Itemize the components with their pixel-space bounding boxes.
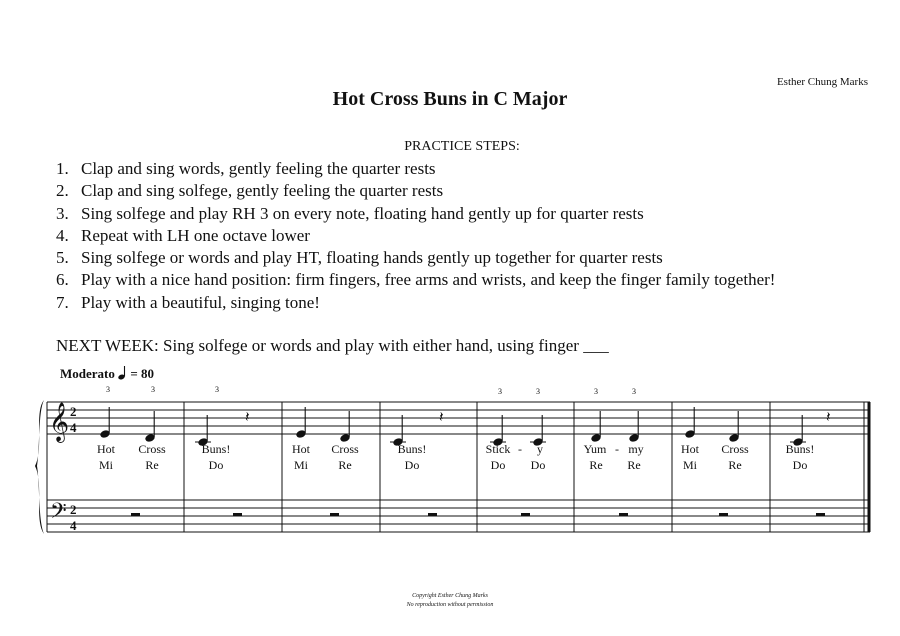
treble-staff	[47, 402, 870, 434]
step-number: 5.	[56, 248, 69, 268]
lyric-word: Hot	[681, 442, 699, 456]
lyric-word: Cross	[138, 442, 166, 456]
lyrics-solfege	[99, 458, 807, 472]
solfege-syllable: Do	[792, 458, 808, 472]
lyric-word: Stick	[485, 442, 511, 456]
step-text: Repeat with LH one octave lower	[81, 225, 310, 245]
time-sig-bottom: 4	[70, 420, 77, 435]
barlines	[184, 402, 869, 532]
tempo-bpm: = 80	[130, 366, 155, 381]
quarter-rests	[245, 408, 831, 426]
lyric-hyphen: -	[615, 442, 619, 456]
lyric-word: Cross	[331, 442, 359, 456]
step-text: Play with a beautiful, singing tone!	[81, 292, 320, 312]
fingering-number: 3	[536, 387, 540, 396]
fingering-number: 3	[594, 387, 598, 396]
step-text: Play with a nice hand position: firm fingers, free arms and wrists, and keep the finger family together!	[81, 270, 776, 290]
lyric-word: Yum	[583, 442, 607, 456]
solfege-syllable: Re	[728, 458, 742, 472]
step-number: 2.	[56, 181, 69, 201]
half-rest-icon	[131, 513, 140, 516]
bass-staff	[47, 500, 870, 532]
time-sig-bottom: 4	[70, 518, 77, 533]
fingering-number: 3	[151, 385, 155, 394]
solfege-syllable: Re	[145, 458, 159, 472]
bass-clef-icon: 𝄢	[50, 499, 67, 529]
note-D4	[144, 411, 155, 443]
step-number: 3.	[56, 203, 69, 223]
lyric-word: my	[628, 442, 644, 456]
copyright-notice	[0, 592, 900, 610]
quarter-rest-icon: 𝄽	[439, 408, 444, 426]
note-E4	[684, 407, 695, 439]
fingering-number: 3	[215, 385, 219, 394]
half-rest-icon	[619, 513, 628, 516]
solfege-syllable: Re	[338, 458, 352, 472]
lyric-word: Buns!	[785, 442, 815, 456]
next-week-instruction: NEXT WEEK: Sing solfege or words and play with either hand, using finger ___	[56, 336, 609, 355]
half-rest-icon	[521, 513, 530, 516]
note-D4	[339, 411, 350, 443]
grand-staff-brace	[35, 400, 44, 534]
practice-steps-heading: PRACTICE STEPS:	[404, 139, 520, 154]
fingering-number: 3	[498, 387, 502, 396]
half-rest-icon	[428, 513, 437, 516]
lyric-word: Hot	[292, 442, 310, 456]
fingering-marks	[106, 385, 636, 396]
solfege-syllable: Do	[490, 458, 506, 472]
lyric-word: Cross	[721, 442, 749, 456]
lyrics-words	[97, 442, 814, 456]
step-text: Sing solfege or words and play HT, floating hands gently up together for quarter rests	[81, 248, 663, 268]
step-text: Sing solfege and play RH 3 on every note, floating hand gently up for quarter rests	[81, 203, 644, 223]
step-text: Clap and sing solfege, gently feeling the quarter rests	[81, 181, 444, 201]
lyric-word: Buns!	[201, 442, 231, 456]
solfege-syllable: Mi	[98, 458, 114, 472]
note-D4	[628, 411, 639, 443]
fingering-number: 3	[632, 387, 636, 396]
lyric-hyphen: -	[518, 442, 522, 456]
note-D4	[728, 411, 739, 443]
tempo-word: Moderato	[60, 366, 115, 381]
reproduction-notice: No reproduction without permission	[406, 602, 494, 608]
solfege-syllable: Re	[589, 458, 603, 472]
solfege-syllable: Mi	[293, 458, 309, 472]
step-text: Clap and sing words, gently feeling the quarter rests	[81, 159, 436, 178]
copyright-line: Copyright Esther Chung Marks	[412, 593, 488, 599]
note-E4	[99, 407, 110, 439]
time-signature-bass	[70, 502, 77, 533]
half-rest-icon	[233, 513, 242, 516]
half-rest-icon	[330, 513, 339, 516]
composer-name: Esther Chung Marks	[776, 76, 868, 88]
solfege-syllable: Do	[530, 458, 546, 472]
time-signature-treble	[70, 404, 77, 435]
quarter-rest-icon: 𝄽	[826, 408, 831, 426]
solfege-syllable: Mi	[682, 458, 698, 472]
lyric-word: y	[537, 442, 543, 456]
fingering-number: 3	[106, 385, 110, 394]
solfege-syllable: Do	[404, 458, 420, 472]
treble-clef-icon: 𝄞	[49, 402, 70, 442]
note-D4	[590, 411, 601, 443]
step-number: 4.	[56, 225, 69, 245]
page-title: Hot Cross Buns in C Major	[332, 88, 568, 110]
lyric-word: Buns!	[397, 442, 427, 456]
step-number: 1.	[56, 159, 69, 178]
step-number: 6.	[56, 270, 69, 290]
solfege-syllable: Re	[627, 458, 641, 472]
quarter-rest-icon: 𝄽	[245, 408, 250, 426]
time-sig-top: 2	[70, 404, 77, 419]
step-number: 7.	[56, 292, 69, 312]
solfege-syllable: Do	[208, 458, 224, 472]
half-rest-icon	[816, 513, 825, 516]
time-sig-top: 2	[70, 502, 77, 517]
half-rest-icon	[719, 513, 728, 516]
note-E4	[295, 407, 306, 439]
lyric-word: Hot	[97, 442, 115, 456]
